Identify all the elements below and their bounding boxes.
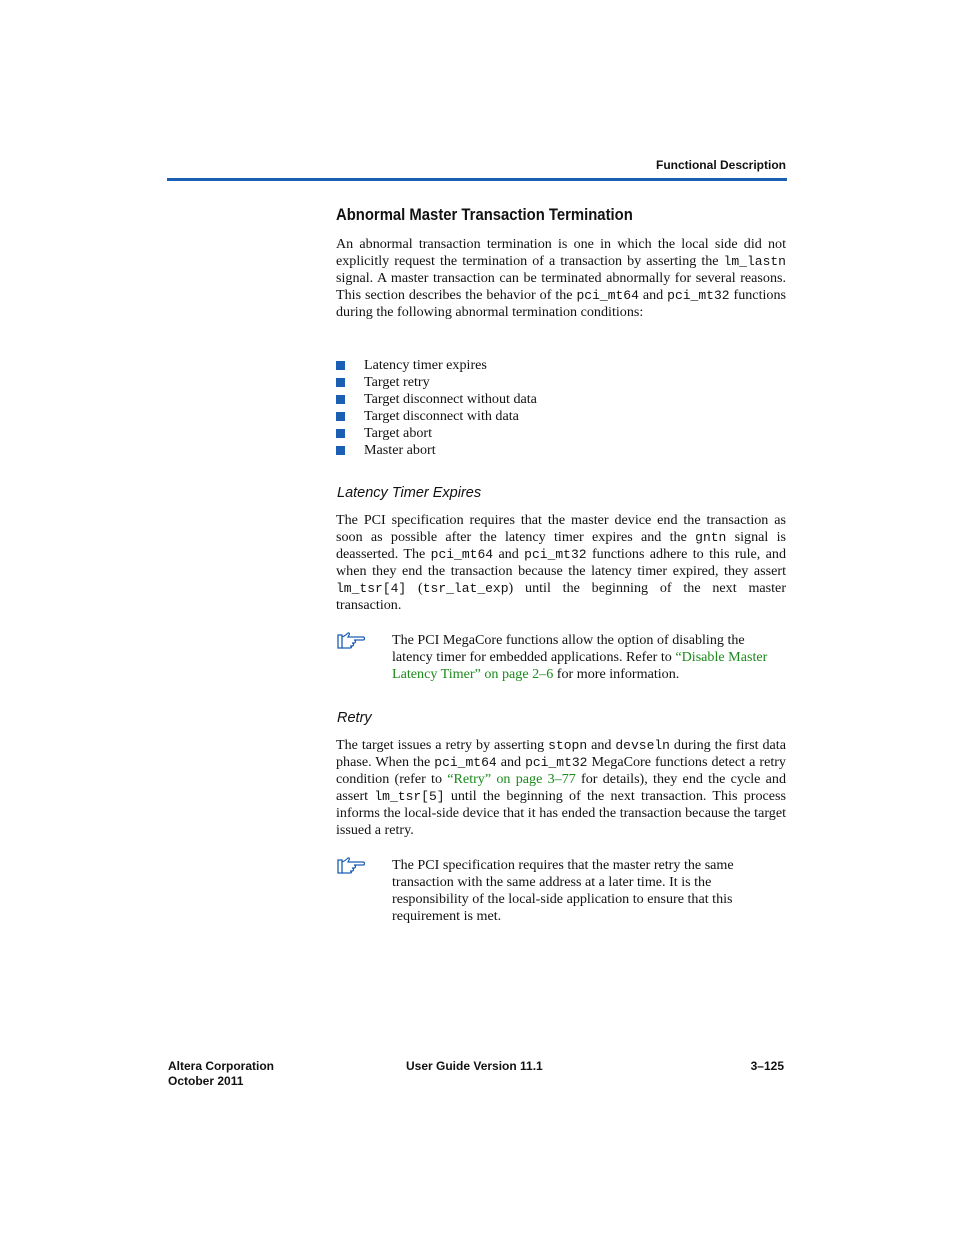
subsection-heading-retry: Retry (337, 710, 372, 726)
note-text: The PCI specification requires that the master retry the same transaction with the same address at a later time. It is the responsibility of the local-side application to ensure that this requirement is met. (392, 857, 734, 925)
square-bullet-icon (336, 412, 345, 421)
note-retry (392, 857, 786, 925)
retry-text-2: and (587, 737, 616, 753)
code-tsr-lat-exp: tsr_lat_exp (422, 581, 509, 597)
latency-paragraph (336, 512, 786, 615)
section-title: Abnormal Master Transaction Termination (336, 206, 633, 224)
intro-text-4: functions during the following abnormal termination conditions: (336, 287, 786, 321)
latency-text-1: The PCI specification requires that the master device end the transaction as soon as possible after the latency timer expires and the (336, 512, 786, 546)
square-bullet-icon (336, 429, 345, 438)
subsection-heading-latency: Latency Timer Expires (337, 485, 482, 501)
intro-text-2: signal. A master transaction can be terminated abnormally for several reasons. This section describes the behavior of the (336, 270, 786, 304)
link-disable-master-latency-timer[interactable]: “Disable Master Latency Timer” on page 2–6 (392, 649, 768, 683)
intro-text-1: An abnormal transaction termination is one in which the local side did not explicitly request the termination of a transaction by asserting the (336, 236, 786, 270)
list-item (336, 391, 537, 408)
note-text-1: The PCI MegaCore functions allow the option of disabling the latency timer for embedded applications. Refer to (392, 632, 745, 666)
code-pci-mt32: pci_mt32 (525, 755, 588, 771)
note-latency (392, 632, 786, 683)
code-pci-mt32: pci_mt32 (524, 547, 587, 563)
code-pci-mt32: pci_mt32 (667, 288, 730, 304)
square-bullet-icon (336, 446, 345, 455)
link-retry-page[interactable]: “Retry” on page 3–77 (447, 771, 576, 788)
pointing-hand-icon (336, 857, 366, 875)
footer-left (168, 1059, 274, 1089)
code-gntn: gntn (695, 530, 727, 546)
intro-text-3: and (638, 287, 668, 304)
list-item (336, 442, 537, 459)
code-lm-tsr-4: lm_tsr[4] (336, 581, 407, 597)
intro-paragraph (336, 236, 786, 321)
retry-text-6: for details), they end the cycle and assert (336, 771, 787, 805)
code-pci-mt64: pci_mt64 (576, 288, 639, 304)
footer-company: Altera Corporation (168, 1059, 275, 1073)
square-bullet-icon (336, 378, 345, 387)
retry-paragraph (336, 737, 786, 840)
latency-text-3: and (493, 546, 525, 563)
list-item (336, 408, 537, 425)
footer-page-number: 3–125 (750, 1059, 784, 1073)
latency-text-4: functions adhere to this rule, and when they end the transaction because the latency timer expired, they assert (336, 546, 786, 580)
retry-text-4: and (496, 754, 526, 771)
list-item (336, 357, 537, 374)
code-lm-lastn: lm_lastn (723, 254, 786, 270)
code-pci-mt64: pci_mt64 (430, 547, 494, 563)
footer-guide-version: User Guide Version 11.1 (406, 1059, 543, 1073)
code-stopn: stopn (548, 738, 588, 753)
list-item-label: Target disconnect without data (364, 391, 537, 407)
square-bullet-icon (336, 361, 345, 370)
code-devseln: devseln (615, 738, 670, 753)
note-text-2: for more information. (553, 666, 680, 683)
list-item (336, 425, 537, 442)
list-item-label: Target abort (364, 425, 433, 441)
list-item-label: Latency timer expires (364, 357, 487, 373)
footer-date: October 2011 (168, 1074, 244, 1088)
list-item-label: Target disconnect with data (364, 408, 519, 424)
retry-text-5: MegaCore functions detect a retry condition (refer to (336, 754, 786, 788)
list-item-label: Master abort (364, 442, 436, 458)
retry-text-3: during the first data phase. When the (336, 737, 786, 771)
list-item-label: Target retry (364, 374, 430, 390)
latency-text-6: ) until the beginning of the next master transaction. (336, 580, 787, 614)
header-rule (167, 178, 787, 181)
latency-text-5: ( (406, 580, 423, 597)
code-pci-mt64: pci_mt64 (434, 755, 497, 771)
retry-text-7: until the beginning of the next transaction. This process informs the local-side device that it has ended the transaction because the target issued a retry. (336, 788, 786, 839)
code-lm-tsr-5: lm_tsr[5] (374, 789, 445, 805)
termination-conditions-list (336, 357, 537, 459)
square-bullet-icon (336, 395, 345, 404)
latency-text-2: signal is deasserted. The (336, 529, 786, 563)
pointing-hand-icon (336, 632, 366, 650)
list-item (336, 374, 537, 391)
retry-text-1: The target issues a retry by asserting (336, 737, 549, 753)
running-header: Functional Description (655, 158, 786, 172)
